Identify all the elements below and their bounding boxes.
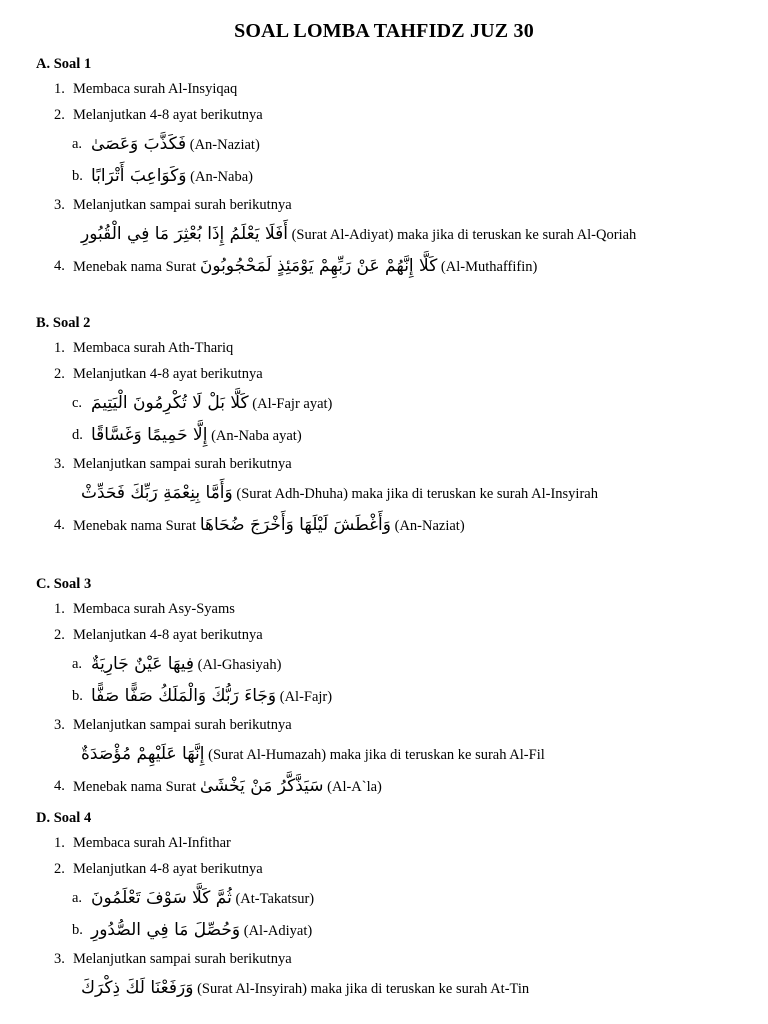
question-1: 1. Membaca surah Al-Insyiqaq <box>54 81 238 97</box>
arabic-verse: وَرَفَعْنَا لَكَ ذِكْرَكَ <box>81 978 194 998</box>
arabic-verse: كَلَّا إِنَّهُمْ عَنْ رَبِّهِمْ يَوْمَئِذٍ لَمَحْجُوبُونَ <box>199 256 438 276</box>
sub-question-b: b. وَكَوَاعِبَ أَتْرَابًا (An-Naba) <box>36 160 748 192</box>
arabic-verse: سَيَذَّكَّرُ مَنْ يَخْشَىٰ <box>199 776 324 796</box>
section-soal-1 <box>36 52 748 282</box>
page-title: SOAL LOMBA TAHFIDZ JUZ 30 <box>234 20 534 42</box>
question-1: 1. Membaca surah Asy-Syams <box>54 601 235 617</box>
arabic-verse: إِنَّهَا عَلَيْهِمْ مُؤْصَدَةٌ <box>81 744 205 764</box>
question-3-continuation: أَفَلَا يَعْلَمُ إِذَا بُعْثِرَ مَا فِي الْقُبُورِ (Surat Al-Adiyat) maka jika di teruskan ke surah Al-Qoriah <box>36 218 748 250</box>
sub-question-b: b. وَحُصِّلَ مَا فِي الصُّدُورِ (Al-Adiyat) <box>36 914 748 946</box>
arabic-verse: إِلَّا حَمِيمًا وَغَسَّاقًا <box>91 425 208 445</box>
sub-question-b: b. وَجَاءَ رَبُّكَ وَالْمَلَكُ صَفًّا صَفًّا (Al-Fajr) <box>36 680 748 712</box>
arabic-verse: فَكَذَّبَ وَعَصَىٰ <box>91 134 187 154</box>
arabic-verse: وَكَوَاعِبَ أَتْرَابًا <box>91 166 187 186</box>
section-title: D. Soal 4 <box>36 810 92 826</box>
question-3: 3. Melanjutkan sampai surah berikutnya <box>54 717 292 733</box>
question-2: 2. Melanjutkan 4-8 ayat berikutnya <box>54 627 263 643</box>
question-2: 2. Melanjutkan 4-8 ayat berikutnya <box>54 107 263 123</box>
section-soal-2 <box>36 311 748 541</box>
sub-question-d: d. إِلَّا حَمِيمًا وَغَسَّاقًا (An-Naba ayat) <box>36 419 748 451</box>
sub-question-a: a. فَكَذَّبَ وَعَصَىٰ (An-Naziat) <box>36 128 748 160</box>
section-title: A. Soal 1 <box>36 56 92 72</box>
arabic-verse: وَحُصِّلَ مَا فِي الصُّدُورِ <box>91 920 241 940</box>
section-soal-4 <box>36 806 748 1004</box>
question-3-continuation: وَرَفَعْنَا لَكَ ذِكْرَكَ (Surat Al-Insyirah) maka jika di teruskan ke surah At-Tin <box>36 972 748 1004</box>
arabic-verse: وَأَغْطَشَ لَيْلَهَا وَأَخْرَجَ ضُحَاهَا <box>199 515 391 535</box>
question-3-continuation: إِنَّهَا عَلَيْهِمْ مُؤْصَدَةٌ (Surat Al-Humazah) maka jika di teruskan ke surah Al-Fil <box>36 738 748 770</box>
section-title: C. Soal 3 <box>36 576 92 592</box>
arabic-verse: كَلَّا بَلْ لَا تُكْرِمُونَ الْيَتِيمَ <box>91 393 249 413</box>
question-3: 3. Melanjutkan sampai surah berikutnya <box>54 197 292 213</box>
question-2: 2. Melanjutkan 4-8 ayat berikutnya <box>54 366 263 382</box>
sub-question-c: c. كَلَّا بَلْ لَا تُكْرِمُونَ الْيَتِيمَ (Al-Fajr ayat) <box>36 387 748 419</box>
arabic-verse: فِيهَا عَيْنٌ جَارِيَةٌ <box>91 654 195 674</box>
arabic-verse: ثُمَّ كَلَّا سَوْفَ تَعْلَمُونَ <box>91 888 232 908</box>
question-4: 4. Menebak nama Surat سَيَذَّكَّرُ مَنْ يَخْشَىٰ (Al-A`la) <box>36 770 748 802</box>
question-3-continuation: وَأَمَّا بِنِعْمَةِ رَبِّكَ فَحَدِّثْ (Surat Adh-Dhuha) maka jika di teruskan ke surah Al-Insyirah <box>36 477 748 509</box>
question-3: 3. Melanjutkan sampai surah berikutnya <box>54 951 292 967</box>
section-title: B. Soal 2 <box>36 315 91 331</box>
arabic-verse: أَفَلَا يَعْلَمُ إِذَا بُعْثِرَ مَا فِي الْقُبُورِ <box>81 224 288 244</box>
sub-question-a: a. فِيهَا عَيْنٌ جَارِيَةٌ (Al-Ghasiyah) <box>36 648 748 680</box>
sub-question-a: a. ثُمَّ كَلَّا سَوْفَ تَعْلَمُونَ (At-Takatsur) <box>36 882 748 914</box>
question-1: 1. Membaca surah Ath-Thariq <box>54 340 234 356</box>
question-2: 2. Melanjutkan 4-8 ayat berikutnya <box>54 861 263 877</box>
arabic-verse: وَجَاءَ رَبُّكَ وَالْمَلَكُ صَفًّا صَفًّا <box>91 686 277 706</box>
question-4: 4. Menebak nama Surat كَلَّا إِنَّهُمْ عَنْ رَبِّهِمْ يَوْمَئِذٍ لَمَحْجُوبُونَ (Al-Muthaffifin) <box>36 250 748 282</box>
question-4: 4. Menebak nama Surat وَأَغْطَشَ لَيْلَهَا وَأَخْرَجَ ضُحَاهَا (An-Naziat) <box>36 509 748 541</box>
question-3: 3. Melanjutkan sampai surah berikutnya <box>54 456 292 472</box>
arabic-verse: وَأَمَّا بِنِعْمَةِ رَبِّكَ فَحَدِّثْ <box>81 483 233 503</box>
question-1: 1. Membaca surah Al-Infithar <box>54 835 231 851</box>
section-soal-3 <box>36 572 748 802</box>
